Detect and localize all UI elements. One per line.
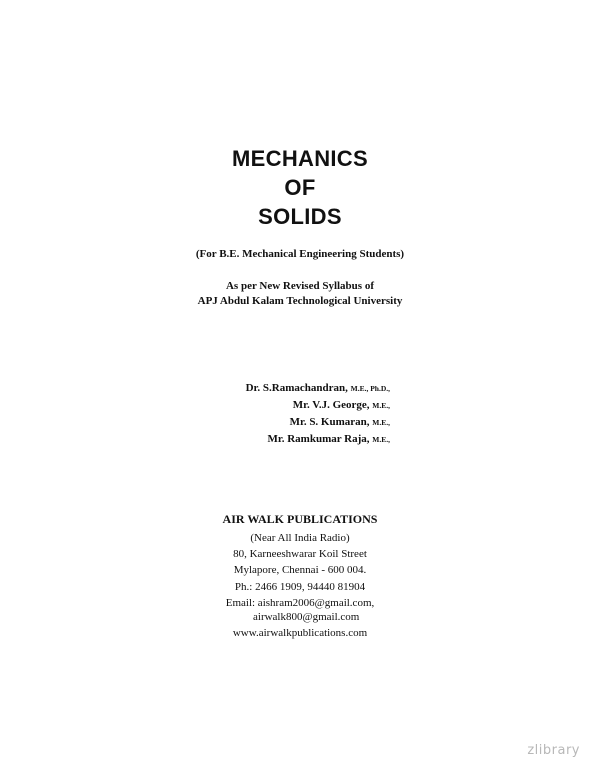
publisher-street: 80, Karneeshwarar Koil Street [233, 548, 367, 561]
publisher-phone: Ph.: 2466 1909, 94440 81904 [234, 580, 366, 593]
publisher-email-2: airwalk800@gmail.com [253, 611, 360, 623]
title-line-2: OF [284, 175, 316, 200]
author-name: Dr. S.Ramachandran, [245, 382, 348, 394]
publisher-landmark: (Near All India Radio) [250, 532, 350, 544]
author-degree: M.E., Ph.D., [350, 384, 390, 393]
author-list [0, 380, 600, 448]
publisher-address [0, 530, 600, 611]
publisher-name: AIR WALK PUBLICATIONS [222, 512, 378, 526]
title-line-3: SOLIDS [258, 204, 342, 229]
author-entry [0, 431, 390, 448]
subtitle: (For B.E. Mechanical Engineering Students) [195, 248, 405, 260]
author-name: Mr. Ramkumar Raja, [267, 433, 370, 445]
publisher-city: Mylapore, Chennai - 600 004. [233, 564, 367, 577]
author-degree: M.E., [372, 401, 390, 410]
watermark: zlibrary [527, 743, 580, 758]
author-degree: M.E., [372, 418, 390, 427]
author-entry [0, 414, 390, 431]
author-entry [0, 380, 390, 397]
author-entry [0, 397, 390, 414]
syllabus-line-2: APJ Abdul Kalam Technological University [197, 295, 403, 307]
publisher-email-1: Email: aishram2006@gmail.com, [225, 596, 375, 609]
author-degree: M.E., [372, 435, 390, 444]
title-line-1: MECHANICS [232, 146, 368, 171]
syllabus-line-1: As per New Revised Syllabus of [225, 280, 374, 292]
publisher-website: www.airwalkpublications.com [232, 627, 368, 639]
author-name: Mr. V.J. George, [292, 399, 370, 411]
author-name: Mr. S. Kumaran, [289, 416, 370, 428]
